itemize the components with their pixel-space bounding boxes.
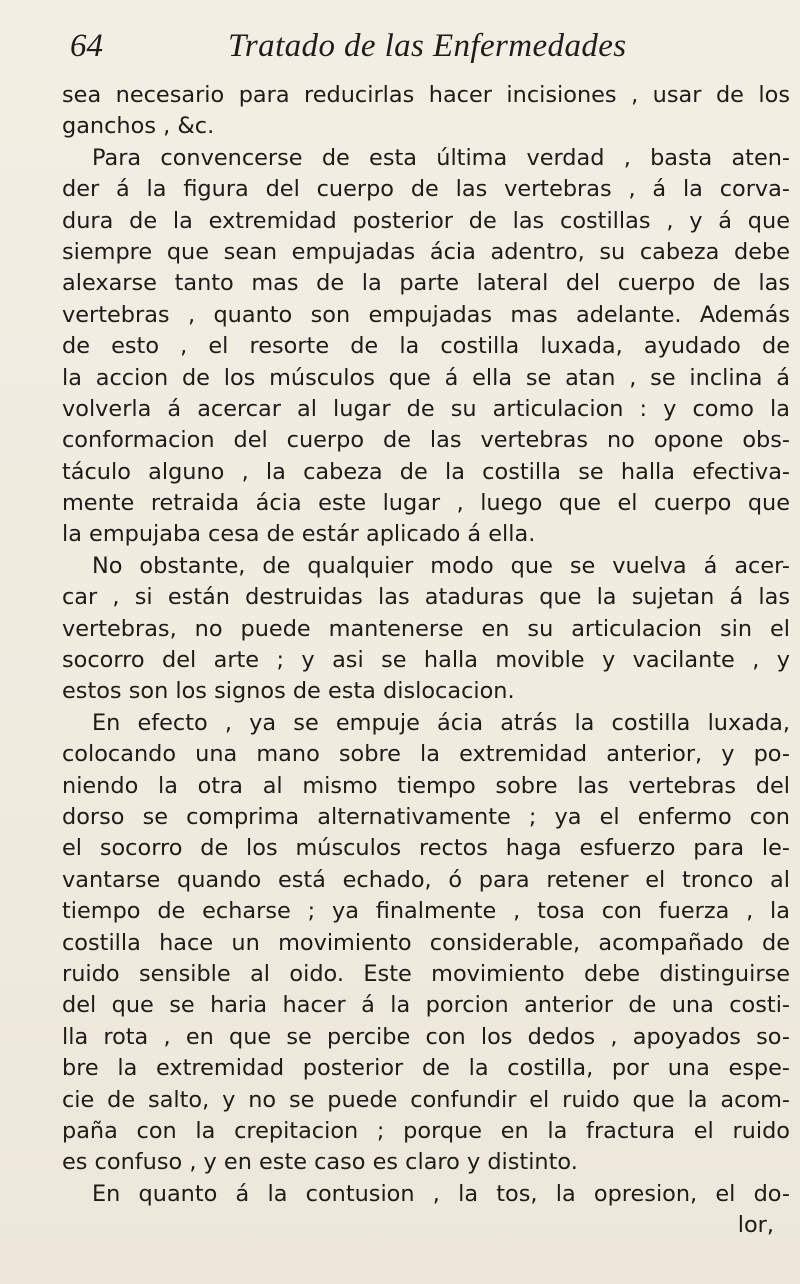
text-line: alexarse tanto mas de la parte lateral del cuerpo de las — [62, 270, 790, 297]
text-line: siempre que sean empujadas ácia adentro, su cabeza debe — [62, 238, 790, 265]
text-line: En quanto á la contusion , la tos, la opresion, el do- — [92, 1180, 790, 1207]
page-number: 64 — [70, 28, 103, 64]
text-line: del que se haria hacer á la porcion anterior de una costi- — [62, 992, 790, 1019]
text-line: táculo alguno , la cabeza de la costilla se halla efectiva- — [62, 458, 790, 485]
text-line: la accion de los músculos que á ella se atan , se inclina á — [62, 364, 790, 391]
text-line: vertebras, no puede mantenerse en su articulacion sin el — [62, 615, 790, 642]
text-line: vertebras , quanto son empujadas mas adelante. Además — [62, 301, 790, 328]
text-line: der á la figura del cuerpo de las vertebras , á la corva- — [62, 176, 790, 203]
text-line: dura de la extremidad posterior de las costillas , y á que — [62, 207, 790, 234]
text-line: En efecto , ya se empuje ácia atrás la costilla luxada, — [92, 709, 790, 736]
text-line: Para convencerse de esta última verdad , basta aten- — [92, 144, 790, 171]
text-line: mente retraida ácia este lugar , luego que el cuerpo que — [62, 490, 790, 517]
body-text — [62, 80, 790, 1241]
text-line: de esto , el resorte de la costilla luxada, ayudado de — [62, 333, 790, 360]
text-line: lla rota , en que se percibe con los dedos , apoyados so- — [62, 1023, 790, 1050]
text-line: volverla á acercar al lugar de su articulacion : y como la — [62, 395, 790, 422]
text-line: car , si están destruidas las ataduras que la sujetan á las — [62, 584, 790, 611]
text-line: dorso se comprima alternativamente ; ya el enfermo con — [62, 803, 790, 830]
text-line: bre la extremidad posterior de la costilla, por una espe- — [62, 1055, 790, 1082]
text-line: conformacion del cuerpo de las vertebras no opone obs- — [62, 427, 790, 454]
text-line: sea necesario para reducirlas hacer incisiones , usar de los — [62, 82, 790, 108]
text-line: vantarse quando está echado, ó para retener el tronco al — [62, 866, 790, 893]
running-head — [52, 24, 772, 70]
text-line: tiempo de echarse ; ya finalmente , tosa con fuerza , la — [62, 898, 790, 925]
text-line: socorro del arte ; y asi se halla movible y vacilante , y — [62, 647, 790, 674]
text-line: niendo la otra al mismo tiempo sobre las vertebras del — [62, 772, 790, 799]
text-line: cie de salto, y no se puede confundir el ruido que la acom- — [62, 1086, 790, 1113]
running-title: Tratado de las Enfermedades — [228, 28, 627, 64]
text-line: estos son los signos de esta dislocacion. — [62, 678, 515, 705]
text-line: lor, — [737, 1212, 774, 1239]
text-line: colocando una mano sobre la extremidad anterior, y po- — [62, 741, 790, 768]
text-line: ganchos , &c. — [62, 113, 215, 140]
text-line: el socorro de los músculos rectos haga esfuerzo para le- — [62, 835, 790, 862]
text-line: es confuso , y en este caso es claro y distinto. — [62, 1149, 578, 1176]
text-line: costilla hace un movimiento considerable, acompañado de — [62, 929, 790, 956]
text-line: paña con la crepitacion ; porque en la fractura el ruido — [62, 1117, 790, 1144]
text-line: ruido sensible al oido. Este movimiento debe distinguirse — [62, 960, 790, 987]
text-line: No obstante, de qualquier modo que se vuelva á acer- — [92, 552, 790, 579]
text-line: la empujaba cesa de estár aplicado á ella. — [62, 521, 536, 548]
